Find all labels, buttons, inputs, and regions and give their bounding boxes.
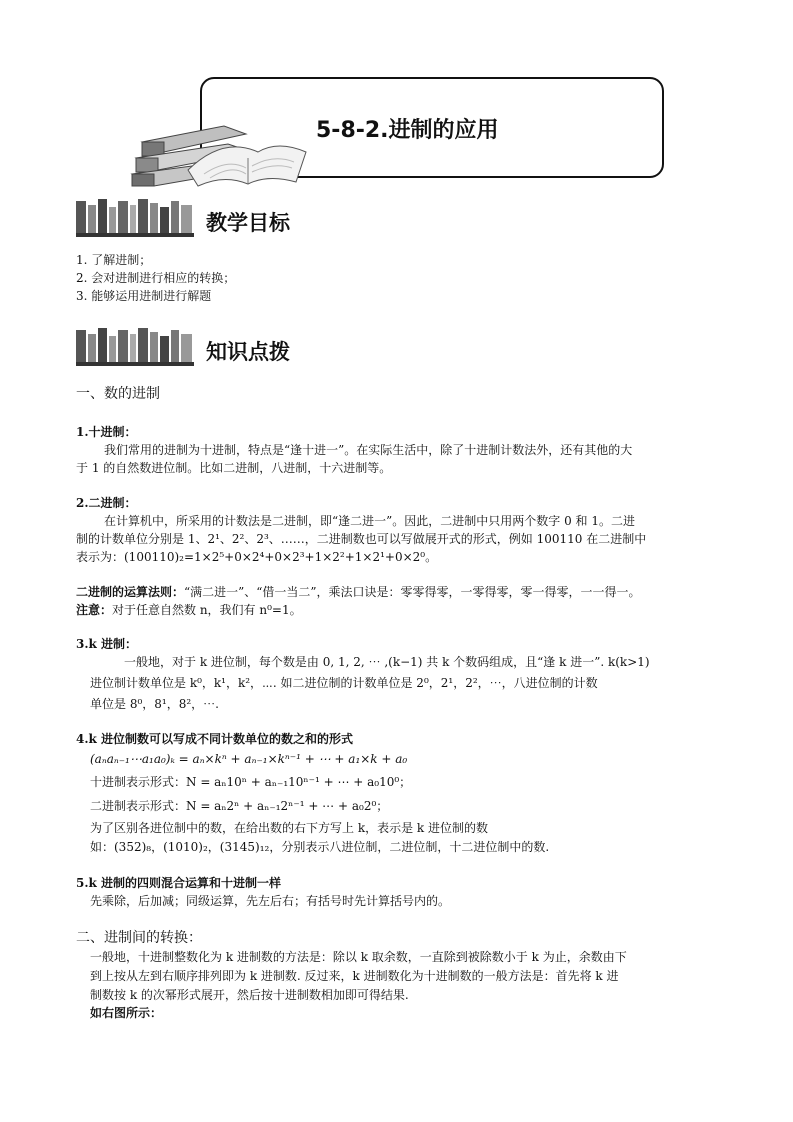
- decimal-text: 我们常用的进制为十进制，特点是“逢十进一”。在实际生活中，除了十进制计数法外，还有其他的大: [104, 443, 633, 457]
- sum-text: 为了区别各进位制中的数，在给出数的右下方写上 k，表示是 k 进位制的数: [90, 821, 488, 835]
- decimal-text: 于 1 的自然数进位制。比如二进制，八进制，十六进制等。: [76, 461, 392, 475]
- binary-text: 在计算机中，所采用的计数法是二进制，即“逢二进一”。因此，二进制中只用两个数字 0 和 1。二进: [104, 514, 635, 528]
- section-title-knowledge: 知识点拨: [206, 340, 290, 364]
- sum-formula: (aₙaₙ₋₁⋯a₁a₀)ₖ = aₙ×kⁿ + aₙ₋₁×kⁿ⁻¹ + ⋯ + a₁×k + a₀: [90, 752, 408, 766]
- binary-note: [76, 601, 302, 619]
- k-base-text: 单位是 8⁰，8¹，8²，⋯.: [90, 697, 219, 711]
- note-label: 注意：: [76, 603, 113, 617]
- conversion-text: 到上按从左到右顺序排列即为 k 进制数. 反过来，k 进制数化为十进制数的一般方法是：首先将 k 进: [90, 969, 619, 983]
- part1-heading: 一、数的进制: [76, 386, 160, 402]
- goal-item: 1. 了解进制；: [76, 253, 152, 267]
- binary-title: 2.二进制：: [76, 496, 137, 510]
- k-base-text: 进位制计数单位是 k⁰，k¹，k²，⋯. 如二进位制的计数单位是 2⁰，2¹，2²，⋯，八进位制的计数: [90, 676, 598, 690]
- k-base-title: 3.k 进制：: [76, 637, 138, 651]
- note-text: 对于任意自然数 n，我们有 n⁰=1。: [112, 603, 302, 617]
- binary-text: 制的计数单位分别是 1、2¹、2²、2³、……，二进制数也可以写做展开式的形式，例如 100110 在二进制中: [76, 532, 647, 546]
- goal-item: 3. 能够运用进制进行解题: [76, 289, 212, 303]
- sum-decimal-form: 十进制表示形式：N = aₙ10ⁿ + aₙ₋₁10ⁿ⁻¹ + ⋯ + a₀10⁰；: [90, 775, 412, 789]
- binary-text: 表示为：(100110)₂=1×2⁵+0×2⁴+0×2³+1×2²+1×2¹+0×2⁰。: [76, 550, 438, 564]
- sum-title: 4.k 进位制数可以写成不同计数单位的数之和的形式: [76, 732, 354, 746]
- goal-item: 2. 会对进制进行相应的转换；: [76, 271, 236, 285]
- page-title: 5-8-2.进制的应用: [316, 118, 499, 143]
- mix-title: 5.k 进制的四则混合运算和十进制一样: [76, 876, 282, 890]
- sum-binary-form: 二进制表示形式：N = aₙ2ⁿ + aₙ₋₁2ⁿ⁻¹ + ⋯ + a₀2⁰；: [90, 799, 389, 813]
- sum-example: 如：(352)₈，(1010)₂，(3145)₁₂，分别表示八进位制，二进位制，十二进位制中的数.: [90, 840, 550, 854]
- part2-heading: 二、进制间的转换：: [76, 930, 202, 946]
- section-books-icon: [76, 197, 194, 239]
- section-title-goals: 教学目标: [206, 211, 290, 235]
- rule-text: “满二进一”、“借一当二”，乘法口诀是：零零得零，一零得零，零一得零，一一得一。: [184, 585, 641, 599]
- conversion-text: 一般地，十进制整数化为 k 进制数的方法是：除以 k 取余数，一直除到被除数小于 k 为止，余数由下: [90, 950, 627, 964]
- books-illustration: [128, 118, 310, 190]
- k-base-text: 一般地，对于 k 进位制，每个数是由 0, 1, 2, ⋯ ,(k−1) 共 k 个数码组成，且“逢 k 进一”. k(k>1): [124, 655, 650, 669]
- binary-rule: [76, 583, 641, 601]
- conversion-figure-ref: 如右图所示：: [90, 1006, 163, 1020]
- section-books-icon: [76, 326, 194, 368]
- mix-text: 先乘除，后加减；同级运算，先左后右；有括号时先计算括号内的。: [90, 894, 451, 908]
- decimal-title: 1.十进制：: [76, 425, 137, 439]
- conversion-text: 制数按 k 的次幂形式展开，然后按十进制数相加即可得结果.: [90, 988, 409, 1002]
- rule-label: 二进制的运算法则：: [76, 585, 185, 599]
